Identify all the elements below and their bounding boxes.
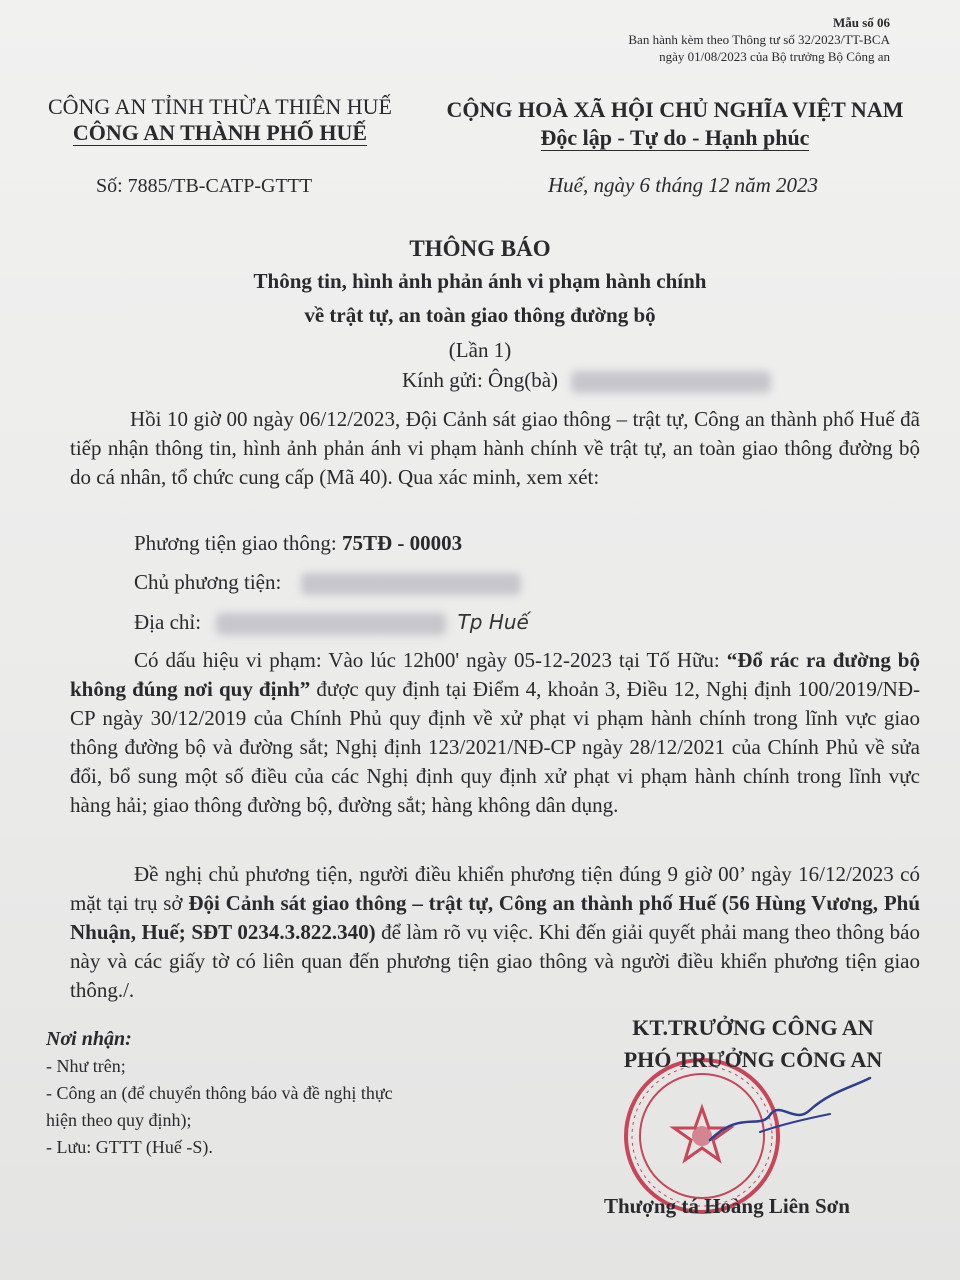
notice-title: THÔNG BÁO xyxy=(409,236,551,261)
address-handwritten: Tp Huế xyxy=(457,610,529,634)
notice-title-block xyxy=(130,234,830,368)
owner-label: Chủ phương tiện: xyxy=(134,570,282,594)
violation-text-a: Có dấu hiệu vi phạm: Vào lúc 12h00' ngày 05-12-2023 tại Tố Hữu: xyxy=(134,648,727,672)
agency-name: CÔNG AN THÀNH PHỐ HUẾ xyxy=(72,120,368,145)
address-label: Địa chỉ: xyxy=(134,610,202,634)
handwritten-signature xyxy=(700,1070,900,1160)
field-address xyxy=(134,610,529,635)
recipient-item: - Lưu: GTTT (Huế -S). xyxy=(46,1137,213,1157)
signature-title-2: PHÓ TRƯỞNG CÔNG AN xyxy=(623,1047,883,1072)
form-line-2: ngày 01/08/2023 của Bộ trưởng Bộ Công an xyxy=(659,49,890,64)
vehicle-plate: 75TĐ - 00003 xyxy=(341,531,463,555)
recipient-item: - Công an (để chuyển thông báo và đề nghị thực xyxy=(46,1083,393,1103)
nation-title: CỘNG HOÀ XÃ HỘI CHỦ NGHĨA VIỆT NAM xyxy=(446,97,904,122)
recipient-item: - Như trên; xyxy=(46,1056,126,1076)
paragraph-request xyxy=(70,860,920,1005)
recipients-title: Nơi nhận: xyxy=(46,1028,132,1050)
signer-name: Thượng tá Hoàng Liên Sơn xyxy=(604,1194,850,1218)
field-vehicle xyxy=(134,531,462,556)
agency-parent: CÔNG AN TỈNH THỪA THIÊN HUẾ xyxy=(47,94,392,119)
notice-subtitle-2: về trật tự, an toàn giao thông đường bộ xyxy=(304,303,656,327)
notice-subtitle-1: Thông tin, hình ảnh phản ánh vi phạm hành chính xyxy=(253,269,707,293)
notice-round: (Lần 1) xyxy=(448,338,512,362)
agency-header xyxy=(30,94,410,146)
redacted-name xyxy=(571,371,771,393)
nation-motto: Độc lập - Tự do - Hạnh phúc xyxy=(540,125,810,150)
signature-title-1: KT.TRƯỞNG CÔNG AN xyxy=(632,1015,874,1040)
form-number: Mẫu số 06 xyxy=(832,15,890,30)
paragraph-violation xyxy=(70,646,920,820)
greeting-label: Kính gửi: Ông(bà) xyxy=(402,368,559,392)
redacted-address xyxy=(216,613,446,635)
violation-type: “Đổ rác ra đường bộ không đúng nơi quy định” xyxy=(70,648,920,701)
recipients xyxy=(46,1026,393,1161)
redacted-owner xyxy=(301,573,521,595)
request-location: Đội Cảnh sát giao thông – trật tự, Công an thành phố Huế (56 Hùng Vương, Phú Nhuận, Huế; SĐT 0234.3.822.340) xyxy=(70,891,921,944)
nation-header xyxy=(440,96,910,152)
field-owner xyxy=(134,570,521,595)
request-text-b: để làm rõ vụ việc. Khi đến giải quyết phải mang theo thông báo này và các giấy tờ có liên quan đến phương tiện giao thông và người điều khiển phương tiện giao thông./. xyxy=(70,920,920,1002)
request-text-a: Đề nghị chủ phương tiện, người điều khiển phương tiện đúng 9 giờ 00’ ngày 16/12/2023 có mặt tại trụ sở xyxy=(70,862,920,915)
document-number: Số: 7885/TB-CATP-GTTT xyxy=(96,175,313,197)
signature-block xyxy=(598,1012,908,1076)
form-line-1: Ban hành kèm theo Thông tư số 32/2023/TT-BCA xyxy=(628,32,890,47)
recipient-item: hiện theo quy định); xyxy=(46,1110,192,1130)
paragraph-intro: Hồi 10 giờ 00 ngày 06/12/2023, Đội Cảnh sát giao thông – trật tự, Công an thành phố Huế đã tiếp nhận thông tin, hình ảnh phản ánh vi phạm hành chính về trật tự, an toàn giao thông đường bộ do cá nhân, tổ chức cung cấp (Mã 40). Qua xác minh, xem xét: xyxy=(70,407,920,489)
violation-text-b: được quy định tại Điểm 4, khoản 3, Điều 12, Nghị định 100/2019/NĐ-CP ngày 30/12/2019 của Chính Phủ quy định về xử phạt vi phạm hành chính trong lĩnh vực giao thông đường bộ và đường sắt; Nghị định 123/2021/NĐ-CP ngày 28/12/2021 của Chính Phủ về sửa đổi, bổ sung một số điều của các Nghị định quy định xử phạt vi phạm hành chính trong lĩnh vực hàng hải; giao thông đường bộ, đường sắt; hàng không dân dụng. xyxy=(70,677,920,817)
greeting xyxy=(402,368,771,393)
vehicle-label: Phương tiện giao thông: xyxy=(134,531,342,555)
form-reference xyxy=(628,14,890,65)
place-date: Huế, ngày 6 tháng 12 năm 2023 xyxy=(548,173,819,197)
